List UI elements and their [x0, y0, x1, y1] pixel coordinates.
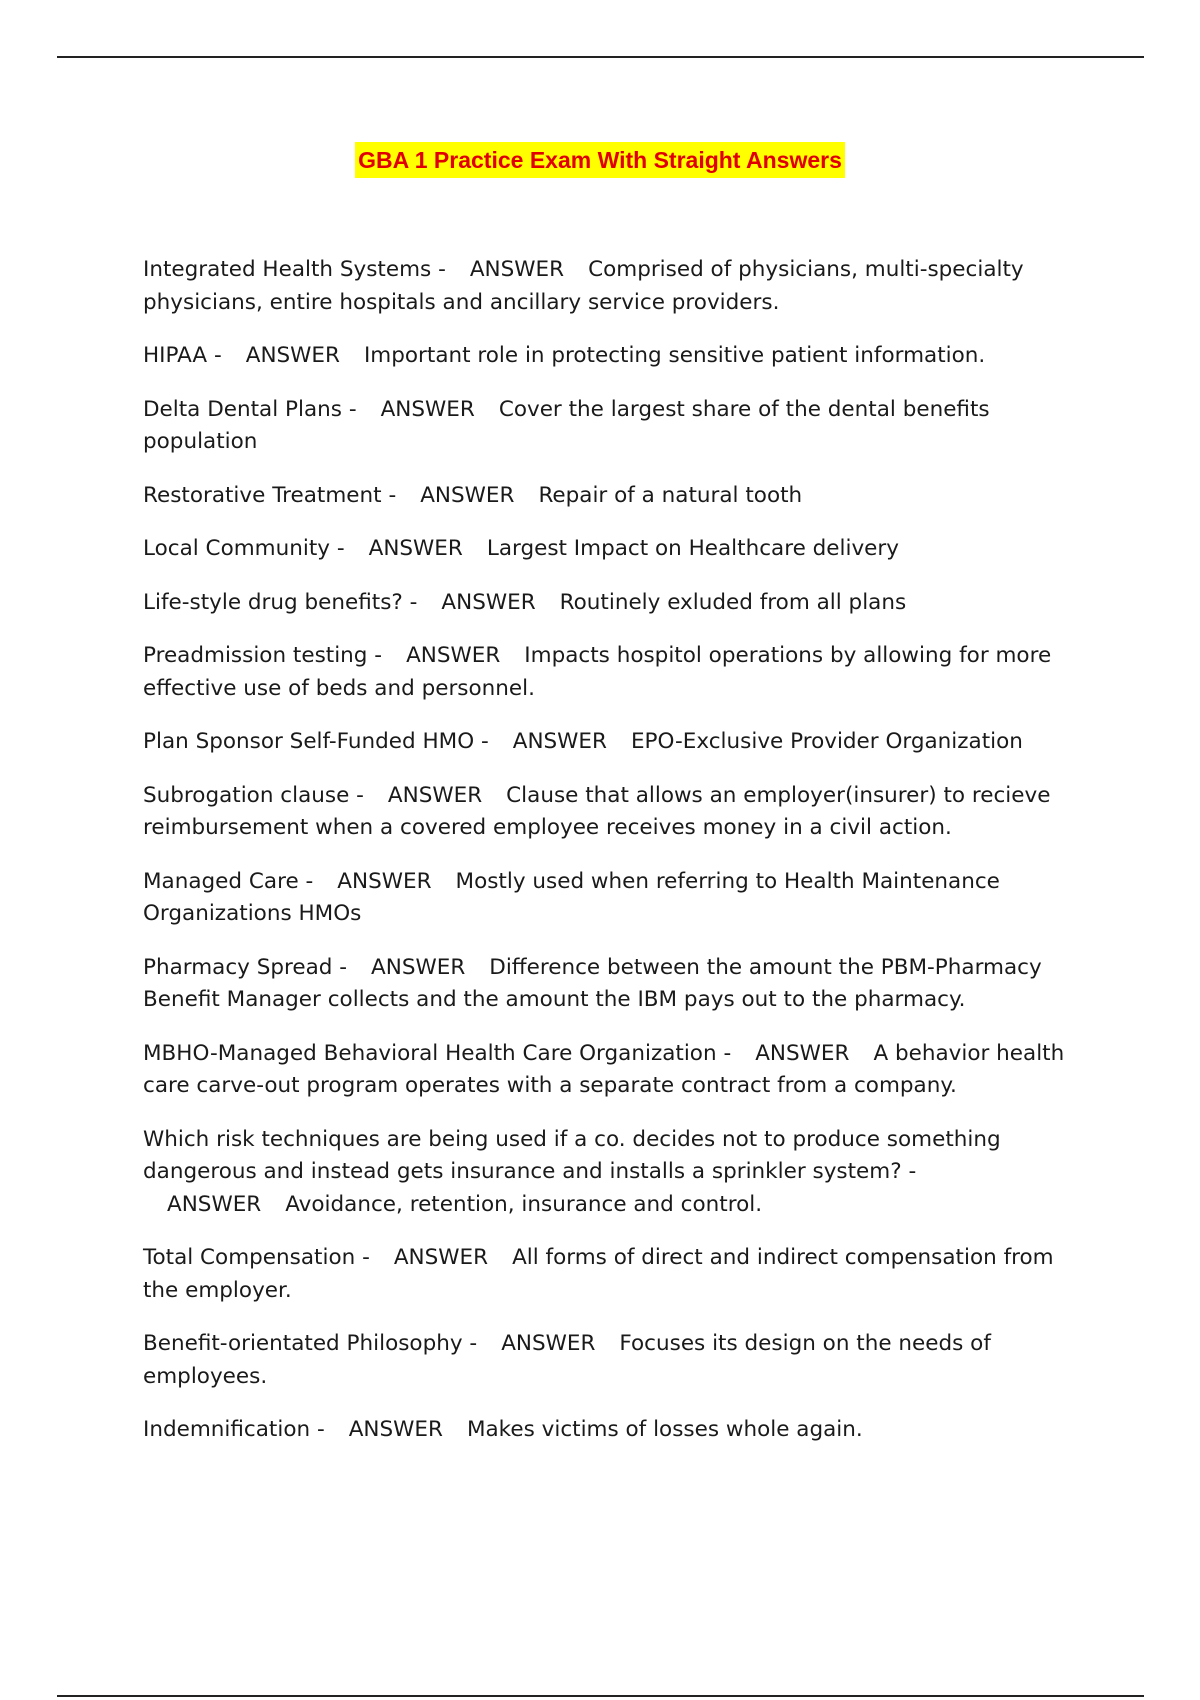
answer-label: ANSWER [501, 1331, 596, 1356]
qa-answer: Comprised of physicians, multi-specialty physicians, entire hospitals and ancillary service providers. [143, 257, 1031, 315]
answer-label: ANSWER [387, 782, 483, 808]
qa-separator: - [374, 643, 383, 668]
qa-term: Integrated Health Systems [143, 257, 432, 282]
qa-answer: Impacts hospitol operations by allowing for more effective use of beds and personnel. [143, 643, 1059, 701]
qa-answer: Clause that allows an employer(insurer) to recieve reimbursement when a covered employee receives money in a civil action. [143, 782, 1058, 840]
qa-answer: A behavior health care carve-out program operates with a separate contract from a company. [143, 1040, 1072, 1098]
qa-answer: Avoidance, retention, insurance and control. [285, 1191, 763, 1217]
answer-label: ANSWER [393, 1245, 489, 1270]
answer-label: ANSWER [380, 396, 475, 422]
answer-label: ANSWER [245, 343, 340, 368]
qa-item [143, 866, 1088, 931]
qa-item [143, 340, 1088, 373]
qa-term: MBHO-Managed Behavioral Health Care Organization [143, 1040, 717, 1066]
qa-answer: All forms of direct and indirect compensation from the employer. [143, 1245, 1061, 1303]
qa-term: Life-style drug benefits? [143, 589, 403, 615]
qa-answer: Mostly used when referring to Health Maintenance Organizations HMOs [143, 868, 1007, 926]
answer-label: ANSWER [167, 1191, 262, 1217]
qa-answer: Largest Impact on Healthcare delivery [486, 536, 899, 561]
qa-item [143, 1242, 1088, 1307]
qa-term: Subrogation clause [143, 782, 350, 808]
qa-term: Which risk techniques are being used if a co. decides not to produce something dangerous and instead gets insurance and installs a sprinkler system? [143, 1126, 1008, 1184]
qa-separator: - [305, 868, 314, 894]
qa-item [143, 1328, 1088, 1393]
title-container [0, 142, 1200, 178]
answer-label: ANSWER [406, 643, 501, 668]
qa-separator: - [213, 343, 222, 368]
qa-term: Restorative Treatment [143, 482, 382, 508]
qa-item [143, 1124, 1088, 1222]
qa-item [143, 640, 1088, 705]
top-rule [57, 56, 1144, 58]
qa-separator: - [348, 396, 357, 422]
qa-separator: - [469, 1331, 478, 1356]
qa-list [143, 254, 1088, 1468]
qa-answer: Makes victims of losses whole again. [466, 1417, 863, 1442]
qa-separator: - [316, 1417, 325, 1442]
bottom-rule [57, 1695, 1144, 1697]
answer-label: ANSWER [348, 1417, 443, 1442]
answer-label: ANSWER [371, 954, 466, 980]
qa-item [143, 780, 1088, 845]
qa-term: Preadmission testing [143, 643, 368, 668]
qa-separator: - [723, 1040, 732, 1066]
answer-label: ANSWER [368, 536, 463, 561]
qa-item [143, 1414, 1088, 1447]
qa-answer: Focuses its design on the needs of employees. [143, 1331, 998, 1389]
qa-item [143, 587, 1088, 620]
qa-separator: - [908, 1159, 917, 1184]
answer-label: ANSWER [337, 868, 432, 894]
qa-term: Local Community [143, 536, 330, 561]
qa-separator: - [339, 954, 348, 980]
answer-label: ANSWER [441, 589, 536, 615]
answer-label: ANSWER [469, 257, 565, 282]
qa-separator: - [438, 257, 446, 282]
qa-answer: Repair of a natural tooth [538, 482, 803, 508]
qa-separator: - [362, 1245, 370, 1270]
qa-item [143, 952, 1088, 1017]
qa-item [143, 480, 1088, 513]
qa-answer: Important role in protecting sensitive patient information. [363, 343, 986, 368]
qa-separator: - [480, 729, 489, 754]
qa-separator: - [336, 536, 345, 561]
qa-separator: - [388, 482, 397, 508]
qa-term: HIPAA [143, 343, 208, 368]
answer-label: ANSWER [512, 729, 607, 754]
qa-item [143, 533, 1088, 566]
qa-answer: Difference between the amount the PBM-Pharmacy Benefit Manager collects and the amount the IBM pays out to the pharmacy. [143, 954, 1049, 1012]
qa-term: Total Compensation [143, 1245, 356, 1270]
qa-item [143, 254, 1088, 319]
qa-separator: - [356, 782, 364, 808]
qa-answer: EPO-Exclusive Provider Organization [630, 729, 1023, 754]
answer-label: ANSWER [420, 482, 515, 508]
qa-separator: - [409, 589, 418, 615]
qa-item [143, 394, 1088, 459]
answer-label: ANSWER [755, 1040, 850, 1066]
qa-term: Benefit-orientated Philosophy [143, 1331, 463, 1356]
qa-term: Managed Care [143, 868, 299, 894]
qa-item [143, 726, 1088, 759]
qa-term: Delta Dental Plans [143, 396, 342, 422]
qa-answer: Routinely exluded from all plans [559, 589, 907, 615]
qa-answer: Cover the largest share of the dental benefits population [143, 396, 997, 454]
document-title: GBA 1 Practice Exam With Straight Answers [355, 142, 845, 178]
qa-term: Indemnification [143, 1417, 311, 1442]
qa-item [143, 1038, 1088, 1103]
qa-term: Pharmacy Spread [143, 954, 333, 980]
qa-term: Plan Sponsor Self-Funded HMO [143, 729, 475, 754]
